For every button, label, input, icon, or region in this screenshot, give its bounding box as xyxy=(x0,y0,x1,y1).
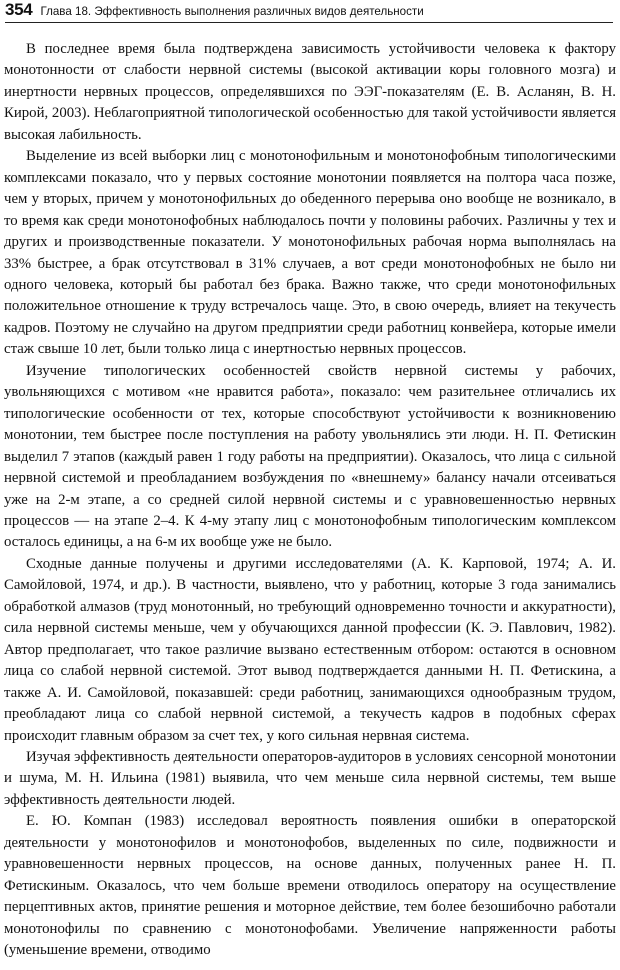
paragraph: Выделение из всей выборки лиц с монотонофильным и монотонофобным типологическими комплексами показало, что у первых состояние монотонии появляется на полтора часа позже, чем у вторых, причем у монотонофильных до обеденного перерыва оно вообще не возникало, в то время как среди монотонофобных наблюдалось почти у половины рабочих. Различны у тех и других и производственные показатели. У монотонофильных рабочая норма выполнялась на 33% быстрее, а брак отсутствовал в 31% случаев, а вот среди монотонофобных не было ни одного человека, который бы работал без брака. Важно также, что среди монотонофильных положительное отношение к труду встречалось чаще. Это, в свою очередь, влияет на текучесть кадров. Поэтому не случайно на другом предприятии среди работниц конвейера, которые имели стаж свыше 10 лет, были только лица с инертностью нервных процессов. xyxy=(4,148,616,358)
paragraph: Е. Ю. Компан (1983) исследовал вероятность появления ошибки в операторской деятельности у монотонофилов и монотонофобов, выделенных по силе, подвижности и уравновешенности нервных процессов, на основе данных, полученных ранее Н. П. Фетискиным. Оказалось, что чем больше времени отводилось оператору на осуществление перцептивных актов, принятие решения и моторное действие, тем более безошибочно работали монотонофилы по сравнению с монотонофобами. Увеличение напряженности работы (уменьшение времени, отводимо xyxy=(4,813,616,959)
running-head xyxy=(5,0,613,23)
chapter-title: Глава 18. Эффективность выполнения различных видов деятельности xyxy=(40,5,424,18)
paragraph: Изучение типологических особенностей свойств нервной системы у рабочих, увольняющихся с мотивом «не нравится работа», показало: чем разительнее отличались их типологические особенности от тех, которые способствуют устойчивости к возникновению монотонии, тем быстрее после поступления на работу увольнялись эти люди. Н. П. Фетискин выделил 7 этапов (каждый равен 1 году работы на предприятии). Оказалось, что лица с сильной нервной системой и преобладанием возбуждения по «внешнему» балансу начали отсеиваться уже на 2-м этапе, а со средней силой нервной системы и с уравновешенностью нервных процессов — на этапе 2–4. К 4-му этапу лиц с монотонофобным типологическим комплексом осталось единицы, а на 6-м их вообще уже не было. xyxy=(4,362,616,551)
body-text xyxy=(4,39,616,961)
paragraph: Изучая эффективность деятельности операторов-аудиторов в условиях сенсорной монотонии и шума, М. Н. Ильина (1981) выявила, что чем меньше сила нервной системы, тем выше эффективность деятельности людей. xyxy=(4,748,616,808)
paragraph: Сходные данные получены и другими исследователями (А. К. Карповой, 1974; А. И. Самойловой, 1974, и др.). В частности, выявлено, что у работниц, которые 3 года занимались обработкой алмазов (труд монотонный, но требующий одновременно точности и аккуратности), сила нервной системы меньше, чем у обучающихся данной профессии (К. Э. Павлович, 1982). Автор предполагает, что такое различие вызвано естественным отбором: остаются в основном лица со слабой нервной системой. Этот вывод подтверждается данными Н. П. Фетискина, а также А. И. Самойловой, показавшей: среди работниц, занимающихся однообразным трудом, преобладают лица со слабой нервной системой, а текучесть кадров в подобных сферах происходит главным образом за счет тех, у кого сильная нервная система. xyxy=(4,555,616,744)
page-number: 354 xyxy=(5,0,33,19)
paragraph: В последнее время была подтверждена зависимость устойчивости человека к фактору монотонности от слабости нервной системы (высокой активации коры головного мозга) и инертности нервных процессов, определявшихся по ЭЭГ-показателям (Е. В. Асланян, В. Н. Кирой, 2003). Неблагоприятной типологической особенностью для такой устойчивости является высокая лабильность. xyxy=(4,41,616,143)
